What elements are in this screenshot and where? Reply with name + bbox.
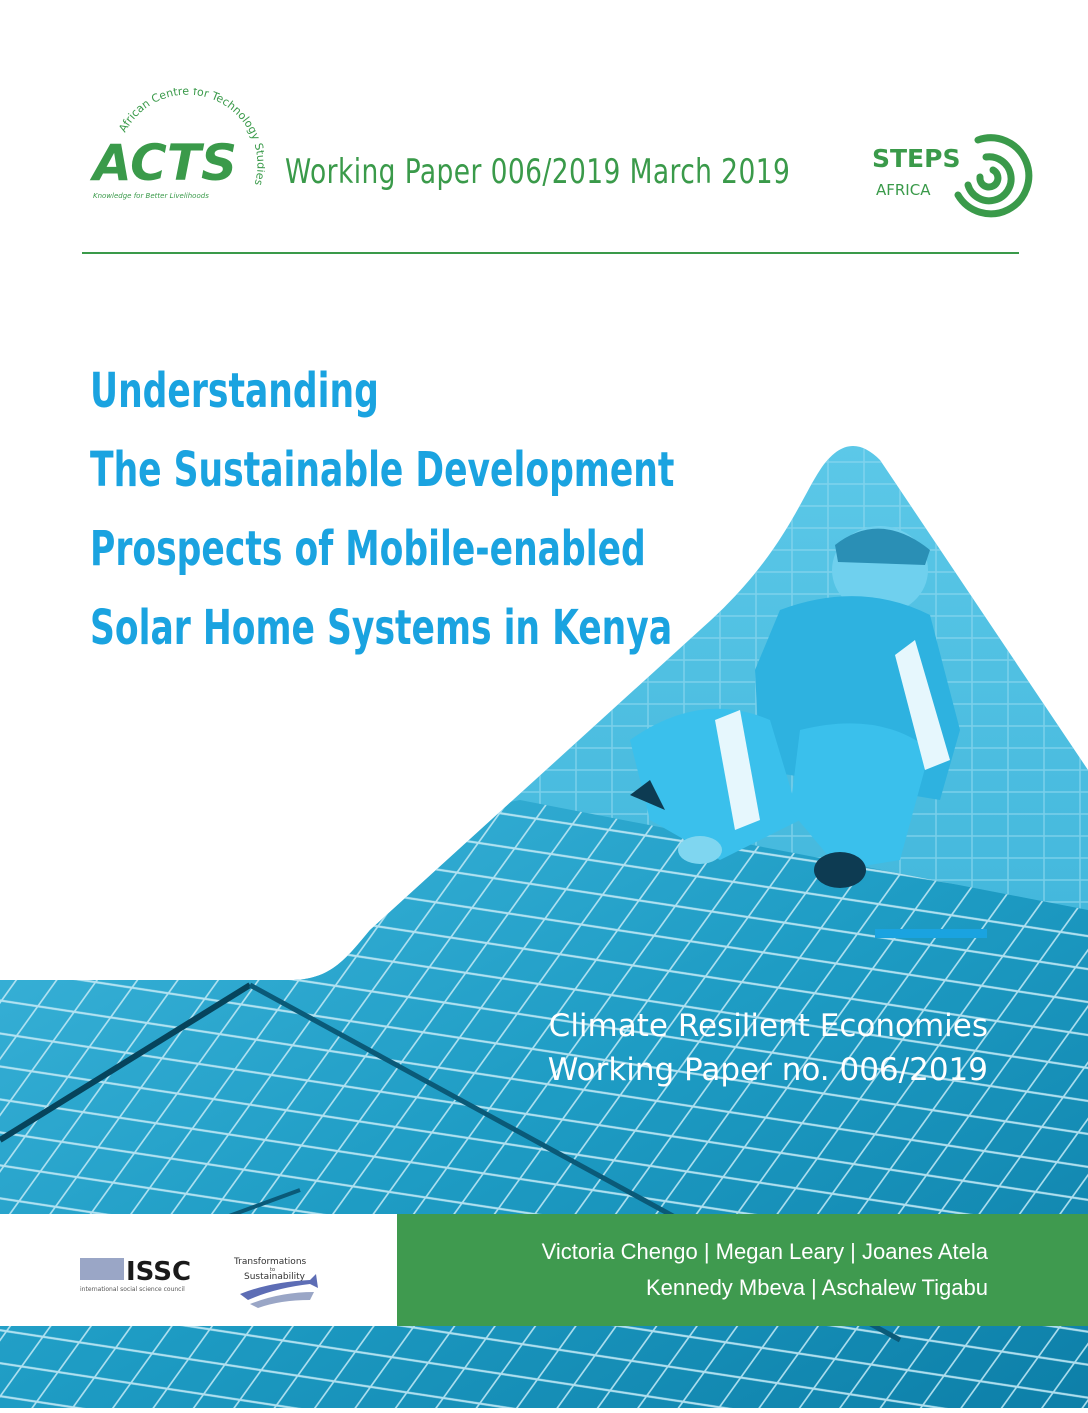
steps-africa-logo xyxy=(868,125,1033,225)
steps-sub: AFRICA xyxy=(876,181,931,199)
acts-tagline: Knowledge for Better Livelihoods xyxy=(93,192,209,200)
tfs-line-3: Sustainability xyxy=(244,1272,305,1282)
title-line-3: Prospects of Mobile-enabled xyxy=(90,521,646,577)
accent-bar xyxy=(875,929,987,938)
series-line-1: Climate Resilient Economies xyxy=(548,1008,988,1044)
tfs-line-2: to xyxy=(270,1267,276,1273)
title-line-4: Solar Home Systems in Kenya xyxy=(90,600,673,656)
issc-mark: ISSC xyxy=(126,1257,192,1287)
tfs-line-1: Transformations xyxy=(234,1257,307,1267)
header-divider xyxy=(82,252,1019,254)
working-paper-heading: Working Paper 006/2019 March 2019 xyxy=(285,152,791,192)
issc-logo xyxy=(80,1255,205,1295)
steps-swirl-icon xyxy=(958,138,1029,214)
authors-line-2: Kennedy Mbeva | Aschalew Tigabu xyxy=(645,1275,988,1300)
transformations-to-sustainability-logo xyxy=(230,1252,330,1310)
series-line-2: Working Paper no. 006/2019 xyxy=(547,1052,988,1088)
steps-word: STEPS xyxy=(872,144,961,173)
author-list xyxy=(542,1234,988,1306)
title-line-1: Understanding xyxy=(90,363,379,419)
series-label xyxy=(548,1004,988,1092)
acts-arc-text: African Centre for Technology S s xyxy=(116,88,265,187)
acts-logo xyxy=(85,88,265,213)
authors-line-1: Victoria Chengo | Megan Leary | Joanes Atela xyxy=(541,1239,988,1264)
title-line-2: The Sustainable Development xyxy=(90,442,675,498)
issc-sub: international social science council xyxy=(80,1286,185,1293)
acts-mark: ACTS xyxy=(93,134,237,192)
